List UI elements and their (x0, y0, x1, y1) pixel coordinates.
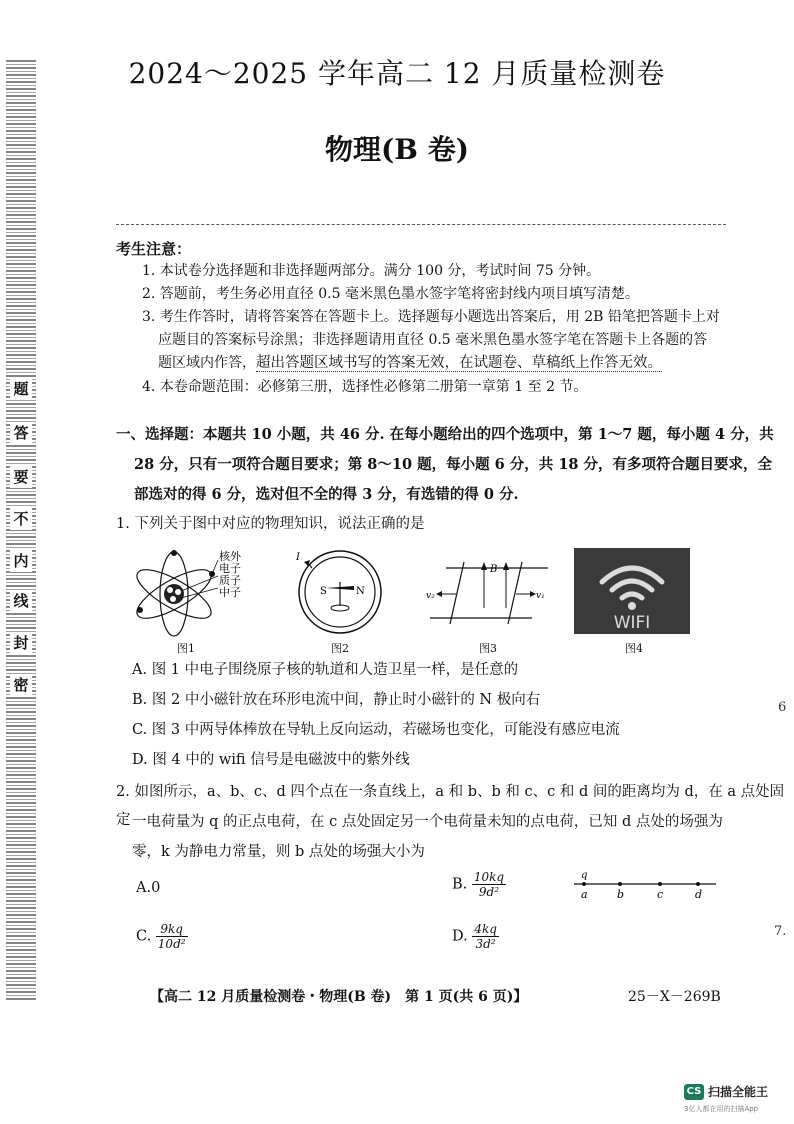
fig2-label: I (296, 552, 300, 563)
fraction-denominator: 9d² (478, 885, 500, 899)
binding-label: 密 (10, 674, 32, 696)
question-2-option-a (136, 874, 160, 902)
q2-point-label: c (657, 888, 664, 901)
option-label: B. (452, 876, 468, 893)
question-1-option-d: D. 图 4 中的 wifi 信号是电磁波中的紫外线 (132, 752, 410, 768)
binding-label: 线 (10, 590, 32, 612)
binding-label: 内 (10, 550, 32, 572)
notice-item: 应题目的答案标号涂黑；非选择题请用直径 0.5 毫米黑色墨水签字笔在答题卡上各题的答 (158, 332, 708, 348)
question-1-option-c: C. 图 3 中两导体棒放在导轨上反向运动，若磁场也变化，可能没有感应电流 (132, 722, 620, 738)
question-2-option-c (136, 922, 188, 951)
section-instruction: 一、选择题：本题共 10 小题，共 46 分. 在每小题给出的四个选项中，第 1～7 题，每小题 4 分，共 (116, 426, 774, 443)
notice-item-part: 题区域内作答， (158, 355, 256, 371)
q2-charge-label: q (581, 870, 588, 881)
binding-label: 答 (10, 422, 32, 444)
question-2-option-b (452, 870, 506, 899)
figure-1-caption: 图1 (177, 642, 195, 655)
page-footer: 【高二 12 月质量检测卷・物理(B 卷) 第 1 页(共 6 页)】 (150, 989, 528, 1005)
fig3-label: B (490, 564, 498, 575)
fig1-label: 质子 (219, 574, 241, 587)
notice-item: 4. 本卷命题范围：必修第三册，选择性必修第二册第一章第 1 至 2 节。 (142, 379, 588, 395)
edge-mark: 7. (774, 924, 787, 939)
divider (116, 224, 726, 225)
scanner-name: 扫描全能王 (708, 1085, 769, 1099)
fraction (156, 922, 188, 951)
option-label: C. (136, 928, 152, 945)
scanner-watermark (684, 1084, 784, 1120)
question-2-option-d (452, 922, 499, 951)
fraction-denominator: 10d² (157, 937, 186, 951)
fig2-label: N (356, 586, 365, 597)
edge-mark: 6 (778, 700, 787, 715)
figure-1-atom (126, 546, 256, 642)
binding-label: 封 (10, 632, 32, 654)
fig1-label: 电子 (219, 562, 241, 575)
fraction-denominator: 3d² (475, 937, 496, 951)
binding-label: 要 (10, 466, 32, 488)
question-1-option-a: A. 图 1 中电子围绕原子核的轨道和人造卫星一样，是任意的 (132, 662, 519, 678)
fraction (472, 922, 499, 951)
figure-3-rails (426, 558, 552, 630)
q2-point-label: a (581, 888, 588, 901)
exam-subtitle: 物理(B 卷) (325, 133, 469, 166)
question-2-stem: 2. 如图所示，a、b、c、d 四个点在一条直线上，a 和 b、b 和 c、c 和 d 间的距离均为 d，在 a 点处固定 (116, 784, 785, 828)
q2-point-label: b (617, 888, 625, 901)
option-label: D. (452, 928, 468, 945)
option-label: A. (136, 880, 152, 896)
scanner-tagline: 3亿人都在用的扫描App (684, 1105, 759, 1113)
figure-4-caption: 图4 (625, 642, 643, 655)
paper-code: 25－X－269B (628, 989, 721, 1005)
fraction (472, 870, 506, 899)
figure-2-caption: 图2 (331, 642, 349, 655)
fraction-numerator: 10kq (473, 870, 505, 884)
notice-item (158, 352, 662, 374)
fig1-label: 核外 (219, 550, 241, 563)
binding-pattern (6, 60, 36, 1000)
binding-label: 题 (10, 378, 32, 400)
binding-label: 不 (10, 508, 32, 530)
section-instruction: 28 分，只有一项符合题目要求；第 8～10 题，每小题 6 分，共 18 分，有多项符合题目要求，全 (134, 456, 773, 473)
figure-2-ring-current (290, 548, 390, 638)
fraction-numerator: 9kq (156, 922, 188, 937)
section-instruction: 部选对的得 6 分，选对但不全的得 3 分，有选错的得 0 分. (134, 486, 519, 503)
q2-point-label: d (695, 888, 703, 901)
notice-emphasis: 超出答题区域书写的答案无效，在试题卷、草稿纸上作答无效。 (256, 355, 662, 371)
fig1-label: 中子 (219, 586, 241, 599)
notice-item: 3. 考生作答时，请将答案答在答题卡上。选择题每小题选出答案后，用 2B 铅笔把答题卡上对 (142, 309, 720, 325)
binding-strip (0, 60, 48, 1000)
question-1-option-b: B. 图 2 中小磁针放在环形电流中间，静止时小磁针的 N 极向右 (132, 692, 541, 708)
question-2-figure (570, 868, 720, 902)
fraction-numerator: 4kq (474, 922, 497, 936)
notice-heading: 考生注意： (116, 240, 192, 258)
fig2-label: S (320, 586, 327, 597)
question-2-stem: 零，k 为静电力常量，则 b 点处的场强大小为 (132, 844, 425, 860)
fig4-label: WIFI (613, 613, 651, 633)
figure-3-caption: 图3 (479, 642, 497, 655)
exam-title: 2024～2025 学年高二 12 月质量检测卷 (128, 57, 666, 90)
fig3-label: v₂ (426, 591, 435, 601)
figure-4-wifi (574, 548, 690, 634)
fig3-label: v₁ (536, 591, 545, 601)
notice-item: 1. 本试卷分选择题和非选择题两部分。满分 100 分，考试时间 75 分钟。 (142, 263, 601, 279)
question-2-stem: 一电荷量为 q 的正点电荷，在 c 点处固定另一个电荷量未知的点电荷，已知 d 点处的场强为 (132, 814, 723, 830)
scanner-logo-icon: CS (684, 1084, 704, 1100)
question-1-stem: 1. 下列关于图中对应的物理知识，说法正确的是 (116, 516, 425, 532)
notice-item: 2. 答题前，考生务必用直径 0.5 毫米黑色墨水签字笔将密封线内项目填写清楚。 (142, 286, 639, 302)
option-value: 0 (151, 880, 161, 896)
